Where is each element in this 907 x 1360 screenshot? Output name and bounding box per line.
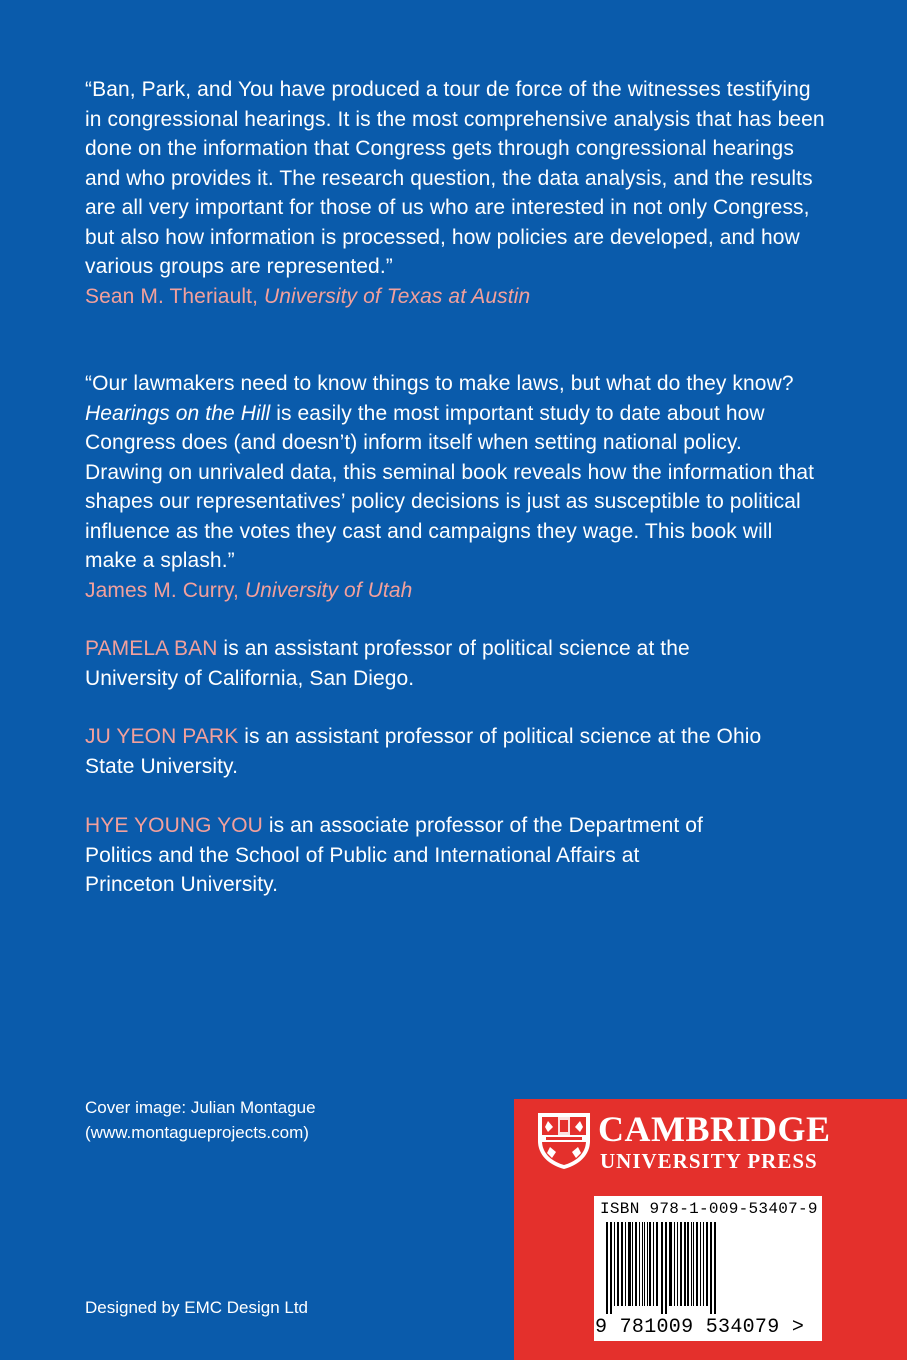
barcode-bar bbox=[649, 1222, 651, 1306]
blurb-1-quote: “Ban, Park, and You have produced a tour de force of the witnesses testifying in congressional hearings. It is the most comprehensive analysis that has been done on the information that Congress gets through congressional hearings and who provides it. The research question, the data analysis, and the results are all very important for those of us who are interested in not only Congress, but also how information is processed, how policies are developed, and how various groups are represented.” bbox=[85, 78, 825, 278]
blurb-2-quote-part2: is easily the most important study to date about how Congress does (and doesn’t) inform itself when setting national policy. Drawing on unrivaled data, this seminal book reveals how the information that shapes our representatives’ policy decisions is just as susceptible to political influence as the votes they cast and campaigns they wage. This book will make a splash.” bbox=[85, 401, 815, 572]
barcode-bar bbox=[614, 1222, 615, 1306]
blurb-1-author: Sean M. Theriault bbox=[85, 284, 253, 308]
blurb-2-quote-part1: “Our lawmakers need to know things to make laws, but what do they know? bbox=[85, 372, 794, 395]
barcode-bar bbox=[635, 1222, 637, 1306]
cover-image-credit: Cover image: Julian Montague bbox=[85, 1098, 316, 1117]
barcode-bar bbox=[661, 1222, 663, 1314]
bio-hye-young-you bbox=[85, 811, 735, 900]
bio-3-name: HYE YOUNG YOU bbox=[85, 814, 263, 837]
blurb-2-book-title: Hearings on the Hill bbox=[85, 401, 271, 425]
barcode-bar bbox=[696, 1222, 698, 1306]
barcode-bar bbox=[653, 1222, 654, 1306]
designer-credit: Designed by EMC Design Ltd bbox=[85, 1298, 309, 1317]
barcode-bar bbox=[703, 1222, 704, 1306]
barcode-bar bbox=[687, 1222, 689, 1306]
barcode-bars bbox=[604, 1222, 800, 1314]
bio-3-text: is an associate professor of the Department of Politics and the School of Public and International Affairs at Princeton University. bbox=[85, 814, 703, 896]
bio-1-text: is an assistant professor of political science at the University of California, San Diego. bbox=[85, 637, 690, 690]
bio-pamela-ban bbox=[85, 634, 745, 693]
barcode-bar bbox=[606, 1222, 608, 1314]
barcode-bar bbox=[680, 1222, 682, 1306]
barcode-bar bbox=[610, 1222, 612, 1314]
blurb-1-comma: , bbox=[252, 284, 264, 308]
blurb-1-affiliation: University of Texas at Austin bbox=[263, 284, 531, 308]
barcode-bar bbox=[632, 1222, 633, 1306]
bio-2-name: JU YEON PARK bbox=[85, 725, 239, 748]
barcode-bar bbox=[617, 1222, 619, 1306]
barcode-bar bbox=[639, 1222, 640, 1306]
barcode-bar bbox=[647, 1222, 648, 1306]
barcode-bar bbox=[656, 1222, 658, 1306]
barcode-bar bbox=[700, 1222, 701, 1306]
barcode-bar bbox=[684, 1222, 686, 1306]
ean-number: 9 781009 534079 > bbox=[595, 1316, 805, 1339]
bio-ju-yeon-park bbox=[85, 722, 765, 781]
barcode-bar bbox=[628, 1222, 631, 1306]
barcode-bar bbox=[706, 1222, 708, 1306]
blurb-1 bbox=[85, 75, 825, 311]
blurb-2-affiliation: University of Utah bbox=[244, 578, 413, 602]
bio-2-text: is an assistant professor of political science at the Ohio State University. bbox=[85, 725, 762, 778]
barcode-bar bbox=[674, 1222, 675, 1306]
barcode-bar bbox=[691, 1222, 692, 1306]
barcode-bar bbox=[669, 1222, 672, 1306]
barcode-bar bbox=[693, 1222, 694, 1306]
isbn-barcode bbox=[594, 1196, 822, 1341]
barcode-bar bbox=[621, 1222, 623, 1306]
blurb-2 bbox=[85, 369, 825, 605]
barcode-bar bbox=[644, 1222, 645, 1306]
barcode-bar bbox=[677, 1222, 678, 1306]
publisher-name: CAMBRIDGE bbox=[598, 1109, 831, 1149]
barcode-bar bbox=[714, 1222, 716, 1314]
blurb-2-author: James M. Curry bbox=[85, 578, 234, 602]
barcode-bar bbox=[665, 1222, 667, 1314]
cover-credit bbox=[85, 1095, 316, 1145]
bio-1-name: PAMELA BAN bbox=[85, 637, 218, 660]
isbn-label: ISBN 978-1-009-53407-9 bbox=[600, 1200, 818, 1218]
barcode-bar bbox=[710, 1222, 712, 1314]
publisher-subname: UNIVERSITY PRESS bbox=[600, 1149, 818, 1173]
blurb-2-comma: , bbox=[233, 578, 245, 602]
cover-image-url: (www.montagueprojects.com) bbox=[85, 1123, 309, 1142]
barcode-bar bbox=[642, 1222, 643, 1306]
cambridge-shield-icon bbox=[536, 1111, 592, 1171]
barcode-bar bbox=[625, 1222, 626, 1306]
publisher-block bbox=[514, 1099, 907, 1360]
